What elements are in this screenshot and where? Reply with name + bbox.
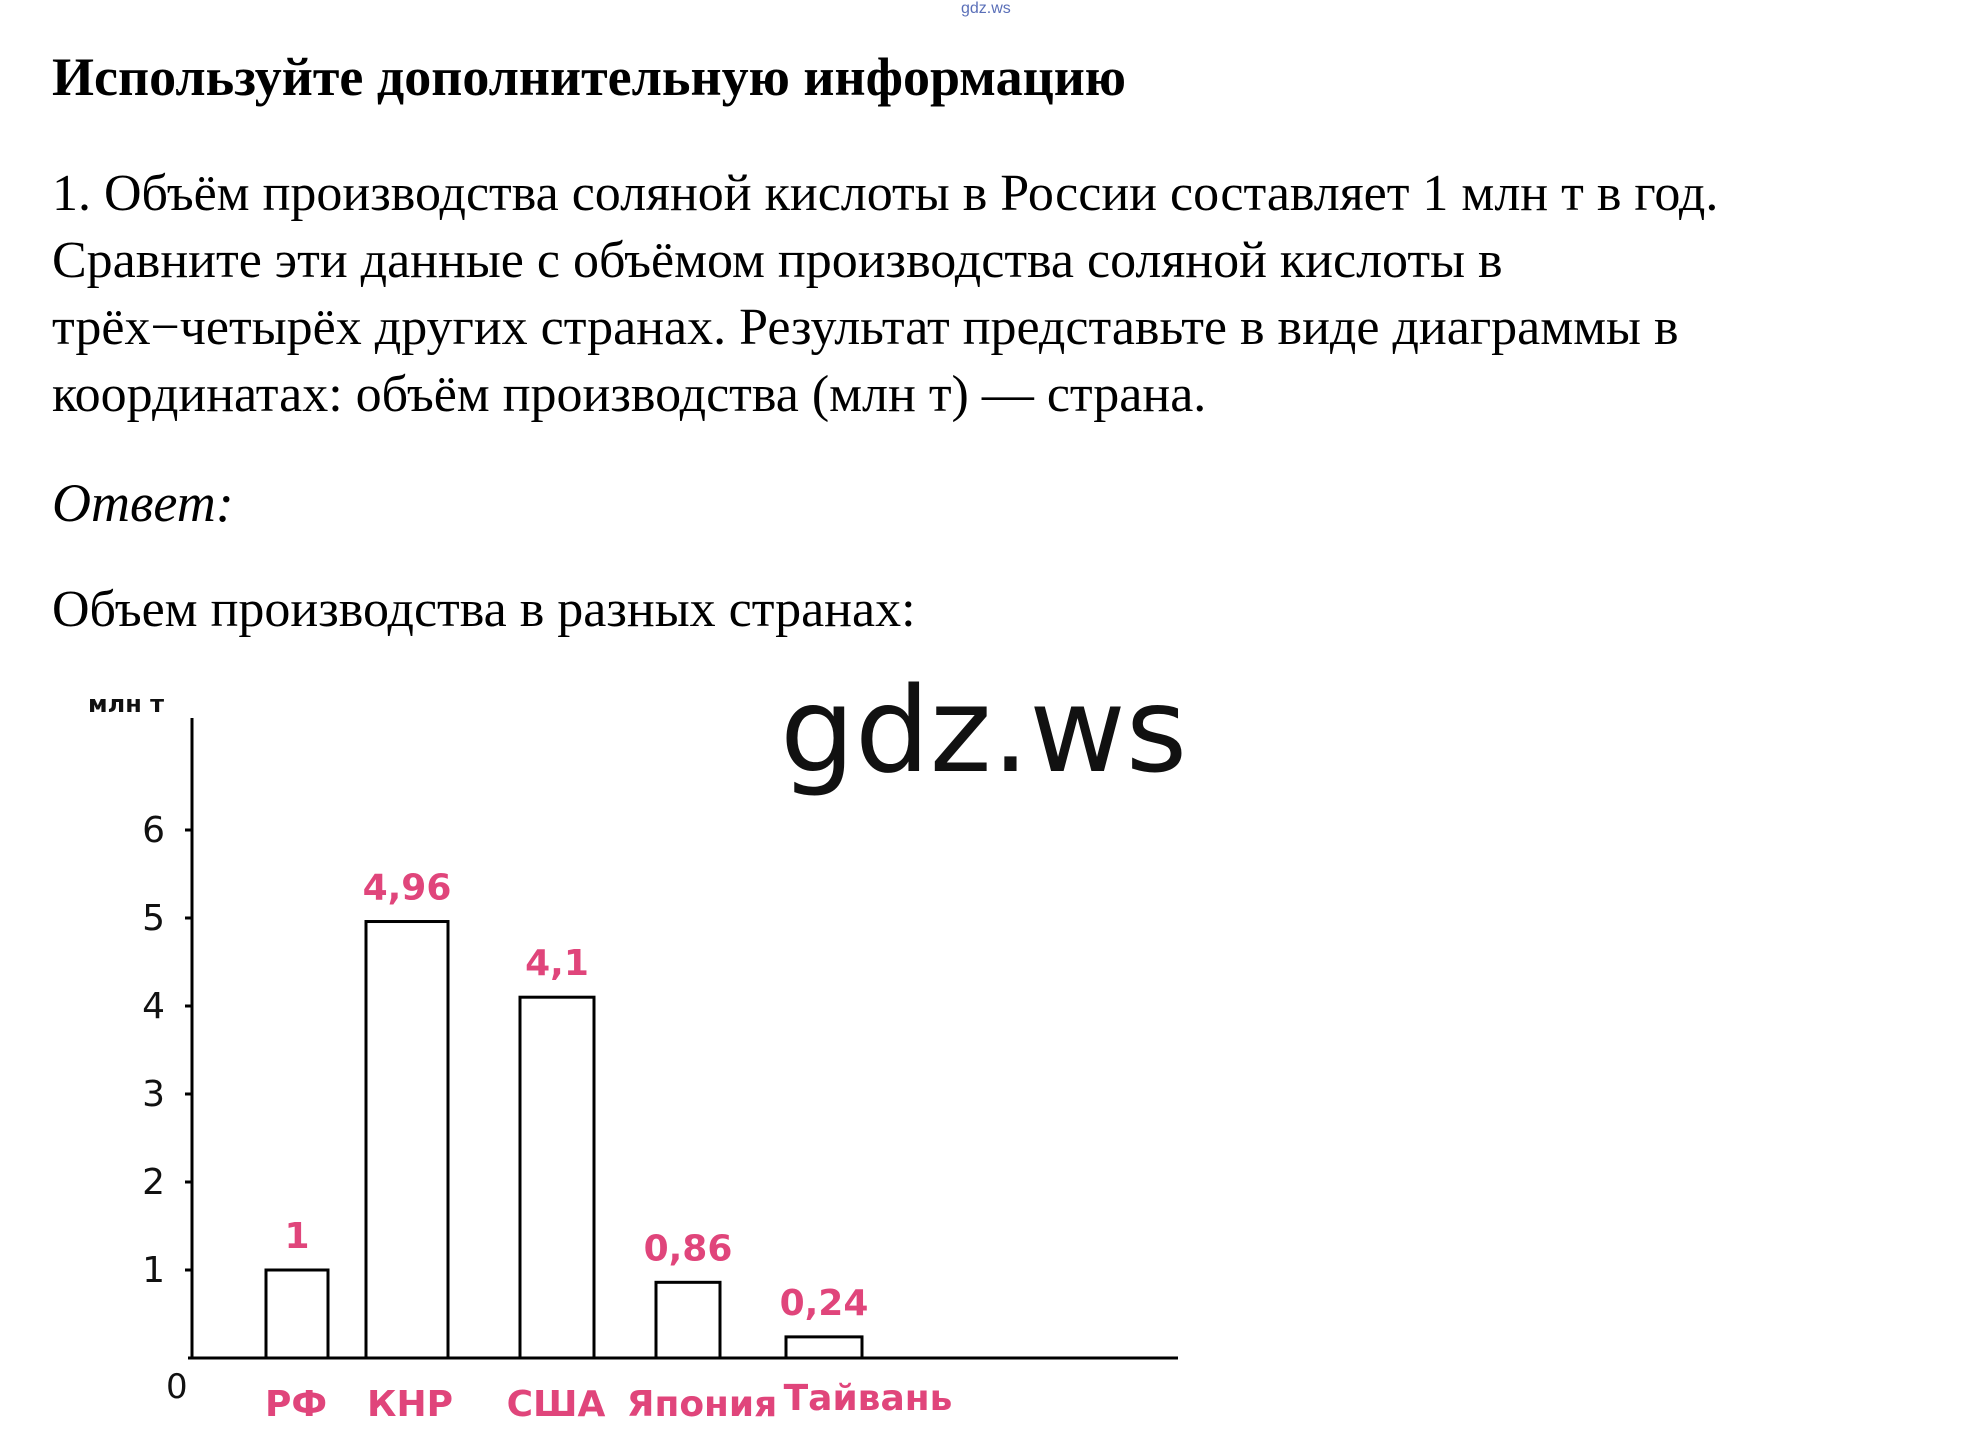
y-tick-label: 5 <box>142 898 165 939</box>
bar-value-label: 0,86 <box>643 1228 733 1270</box>
task-line-4: координатах: объём производства (млн т) — страна. <box>52 366 1207 423</box>
task-line-1: 1. Объём производства соляной кислоты в России составляет 1 млн т в год. <box>52 165 1719 222</box>
bar-4 <box>656 1282 720 1358</box>
bar-1 <box>266 1270 328 1358</box>
y-tick-label: 6 <box>142 810 165 851</box>
bar-value-label: 1 <box>284 1216 310 1257</box>
watermark-small: gdz.ws <box>961 0 1011 17</box>
bar-2 <box>366 922 448 1358</box>
y-tick-label: 3 <box>142 1074 165 1115</box>
y-axis-label: млн т <box>88 690 165 718</box>
category-label: РФ <box>264 1384 328 1425</box>
category-label: США <box>506 1384 606 1425</box>
task-line-2: Сравните эти данные с объёмом производства соляной кислоты в <box>52 232 1503 289</box>
category-label: КНР <box>367 1384 453 1425</box>
y-tick-label: 1 <box>142 1250 165 1291</box>
bar-5 <box>786 1337 862 1358</box>
bar-3 <box>520 997 594 1358</box>
bar-value-label: 4,96 <box>362 867 452 909</box>
page-heading: Используйте дополнительную информацию <box>52 47 1127 107</box>
task-line-3: трёх−четырёх других странах. Результат представьте в виде диаграммы в <box>52 299 1679 356</box>
answer-label: Ответ: <box>52 473 234 533</box>
y-tick-label: 2 <box>142 1162 165 1203</box>
origin-label: 0 <box>166 1367 188 1407</box>
bar-value-label: 4,1 <box>525 943 589 985</box>
category-label: Япония <box>626 1384 778 1425</box>
y-tick-label: 4 <box>142 986 165 1027</box>
watermark-large: gdz.ws <box>780 661 1188 799</box>
bar-value-label: 0,24 <box>779 1282 869 1324</box>
chart-caption: Объем производства в разных странах: <box>52 581 916 638</box>
category-label: Тайвань <box>783 1378 953 1419</box>
